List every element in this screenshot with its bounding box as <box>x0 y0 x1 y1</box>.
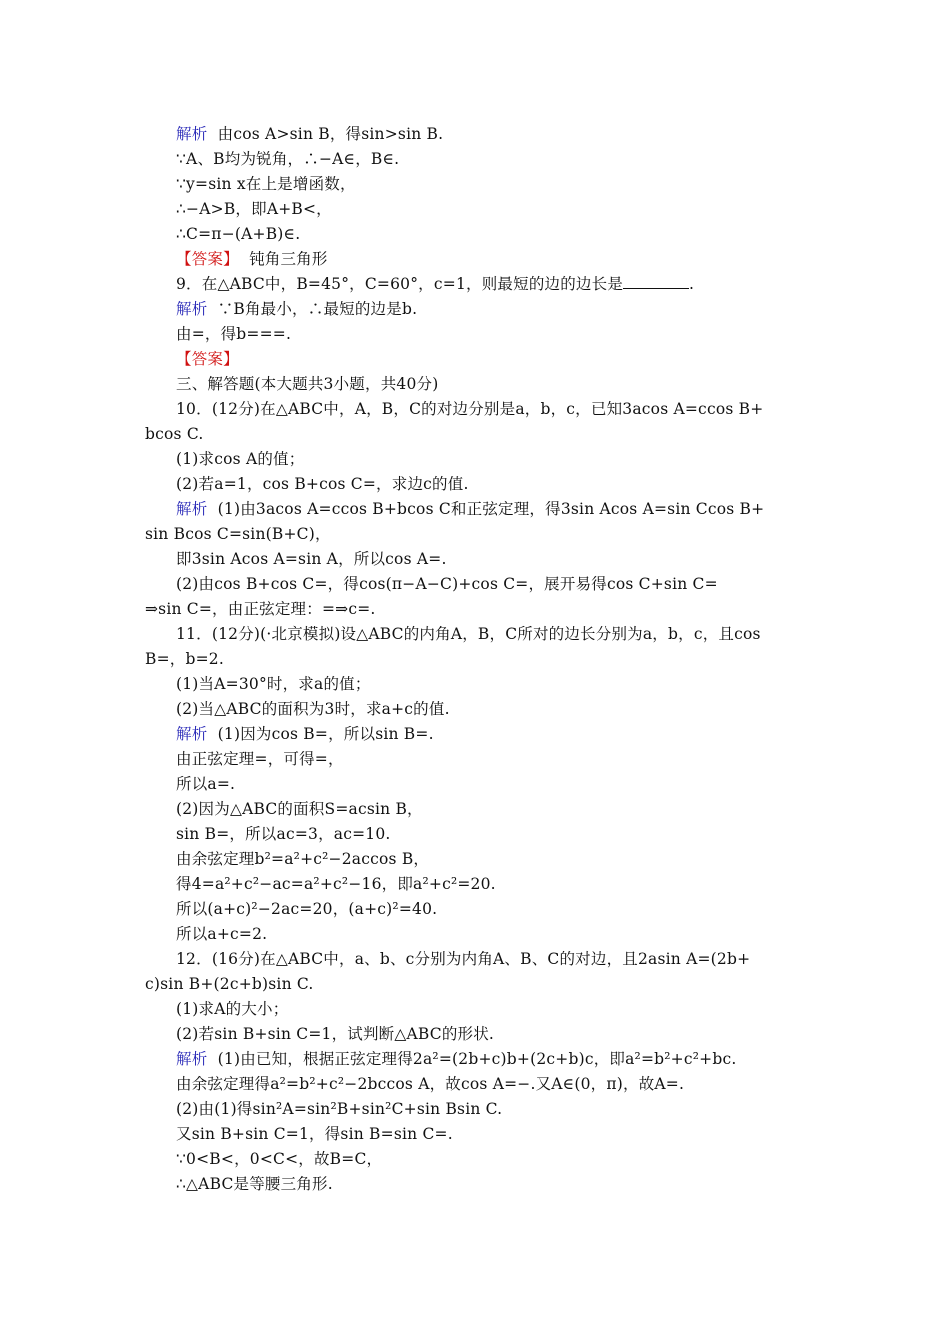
question-10-cont: bcos C. <box>145 425 204 443</box>
solution-line: 解析 (1)由3acos A=ccos B+bcos C和正弦定理，得3sin Acos A=sin Ccos B+ <box>176 500 765 518</box>
analysis-label: 解析 <box>176 300 208 318</box>
solution-line: 所以a+c=2. <box>176 925 268 943</box>
solution-line: 得4=a²+c²−ac=a²+c²−16，即a²+c²=20. <box>176 875 496 893</box>
answer-label: 【答案】 <box>176 350 239 368</box>
analysis-label: 解析 <box>176 1050 208 1068</box>
solution-line: ⇒sin C=，由正弦定理：=⇒c=. <box>145 600 376 618</box>
solution-line: ∴−A>B，即A+B<， <box>176 200 332 218</box>
answer-blank <box>623 274 689 289</box>
solution-line: 由=，得b===. <box>176 325 292 343</box>
question-part: (1)当A=30°时，求a的值； <box>176 675 371 693</box>
question-12-cont: c)sin B+(2c+b)sin C. <box>145 975 314 993</box>
solution-line: 即3sin Acos A=sin A，所以cos A=. <box>176 550 447 568</box>
solution-line: (2)由cos B+cos C=，得cos(π−A−C)+cos C=，展开易得cos C+sin C= <box>176 575 718 593</box>
section-heading: 三、解答题(本大题共3小题，共40分) <box>176 375 439 393</box>
solution-line: sin Bcos C=sin(B+C)， <box>145 525 331 543</box>
solution-line: 又sin B+sin C=1，得sin B=sin C=. <box>176 1125 453 1143</box>
question-part: (2)当△ABC的面积为3时，求a+c的值. <box>176 700 450 718</box>
solution-line: (2)由(1)得sin²A=sin²B+sin²C+sin Bsin C. <box>176 1100 503 1118</box>
solution-line: 由余弦定理得a²=b²+c²−2bccos A，故cos A=−.又A∈(0，π)，故A=. <box>176 1075 685 1093</box>
solution-line: 解析 (1)由已知，根据正弦定理得2a²=(2b+c)b+(2c+b)c，即a²=b²+c²+bc. <box>176 1050 737 1068</box>
solution-line: ∵y=sin x在上是增函数， <box>176 175 356 193</box>
question-11-cont: B=，b=2. <box>145 650 224 668</box>
question-9: 9．在△ABC中，B=45°，C=60°，c=1，则最短的边的边长是 . <box>176 275 695 293</box>
solution-line: 由正弦定理=，可得=， <box>176 750 344 768</box>
solution-line: ∵0<B<，0<C<，故B=C， <box>176 1150 383 1168</box>
answer-label: 【答案】 <box>176 250 239 268</box>
solution-line: 解析 ∵B角最小，∴最短的边是b. <box>176 300 418 318</box>
solution-line: ∴△ABC是等腰三角形. <box>176 1175 333 1193</box>
question-11: 11．(12分)(·北京模拟)设△ABC的内角A，B，C所对的边长分别为a，b，c，且cos <box>176 625 761 643</box>
question-part: (2)若sin B+sin C=1，试判断△ABC的形状. <box>176 1025 495 1043</box>
solution-line: sin B=，所以ac=3，ac=10. <box>176 825 391 843</box>
solution-line: 解析 (1)因为cos B=，所以sin B=. <box>176 725 434 743</box>
solution-line: 所以(a+c)²−2ac=20，(a+c)²=40. <box>176 900 438 918</box>
solution-line: ∴C=π−(A+B)∈. <box>176 225 301 243</box>
solution-line: (2)因为△ABC的面积S=acsin B， <box>176 800 423 818</box>
solution-line: 所以a=. <box>176 775 236 793</box>
question-part: (2)若a=1，cos B+cos C=，求边c的值. <box>176 475 469 493</box>
question-10: 10．(12分)在△ABC中，A，B，C的对边分别是a，b，c，已知3acos A=ccos B+ <box>176 400 764 418</box>
analysis-label: 解析 <box>176 125 208 143</box>
solution-line: 解析 由cos A>sin B，得sin>sin B. <box>176 125 444 143</box>
question-12: 12．(16分)在△ABC中，a、b、c分别为内角A、B、C的对边，且2asin A=(2b+ <box>176 950 751 968</box>
analysis-label: 解析 <box>176 725 208 743</box>
analysis-label: 解析 <box>176 500 208 518</box>
question-part: (1)求cos A的值； <box>176 450 305 468</box>
answer-line <box>176 349 239 369</box>
question-part: (1)求A的大小； <box>176 1000 289 1018</box>
solution-line: 由余弦定理b²=a²+c²−2accos B， <box>176 850 430 868</box>
solution-line: ∵A、B均为锐角，∴−A∈，B∈. <box>176 150 400 168</box>
answer-line: 【答案】 钝角三角形 <box>176 250 328 268</box>
